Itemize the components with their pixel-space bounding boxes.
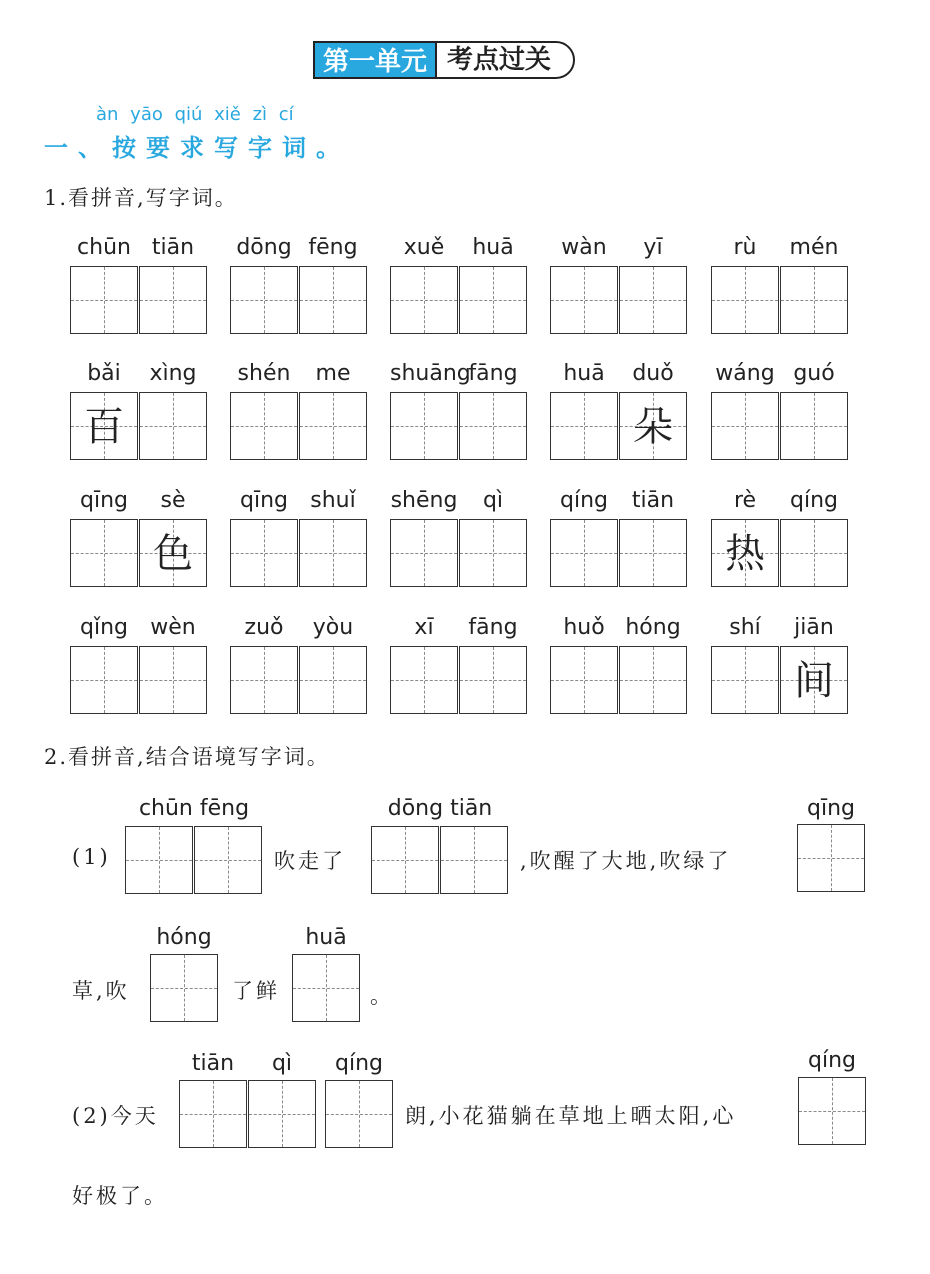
filled-character <box>460 647 526 713</box>
pinyin-label: sè <box>160 488 186 513</box>
section-pinyin: àn yāo qiú xiě zì cí <box>96 104 294 125</box>
sentence-1-label: (1) <box>72 845 111 869</box>
writing-box[interactable] <box>325 1080 393 1148</box>
pinyin-label: mén <box>789 235 839 260</box>
writing-box[interactable] <box>299 646 367 714</box>
pinyin-label: duǒ <box>632 361 674 386</box>
filled-character <box>551 647 617 713</box>
filled-character <box>140 647 206 713</box>
writing-box[interactable] <box>299 392 367 460</box>
pinyin-label: zuǒ <box>244 615 284 640</box>
sentence-2-text-1: 朗,小花猫躺在草地上晒太阳,心 <box>405 1104 737 1128</box>
pinyin-qing-2: qíng <box>335 1051 383 1076</box>
pinyin-tian: tiān <box>191 1051 235 1076</box>
writing-box[interactable] <box>390 266 458 334</box>
writing-box[interactable] <box>550 266 618 334</box>
pinyin-label: qíng <box>790 488 838 513</box>
pinyin-label: jiān <box>794 615 834 640</box>
filled-character <box>140 393 206 459</box>
filled-character <box>391 647 457 713</box>
filled-character <box>231 267 297 333</box>
filled-character <box>231 520 297 586</box>
filled-character <box>71 267 137 333</box>
question-1-title: 1.看拼音,写字词。 <box>44 186 238 210</box>
writing-box[interactable] <box>780 392 848 460</box>
pinyin-label: rù <box>733 235 757 260</box>
filled-character <box>620 647 686 713</box>
writing-box[interactable] <box>299 266 367 334</box>
filled-character <box>300 393 366 459</box>
pinyin-label: qǐng <box>80 615 128 640</box>
pinyin-label: bǎi <box>87 361 121 386</box>
pinyin-label: guó <box>793 361 835 386</box>
filled-character: 百 <box>84 404 124 450</box>
filled-character <box>781 267 847 333</box>
sentence-1-text-2: ,吹醒了大地,吹绿了 <box>520 849 732 873</box>
filled-character <box>231 647 297 713</box>
writing-box[interactable] <box>70 519 138 587</box>
pinyin-label: yī <box>643 235 663 260</box>
filled-character <box>71 647 137 713</box>
filled-character <box>551 520 617 586</box>
filled-character <box>460 520 526 586</box>
writing-box[interactable] <box>550 519 618 587</box>
pinyin-label: xìng <box>149 361 197 386</box>
writing-box[interactable] <box>299 519 367 587</box>
writing-box[interactable] <box>390 392 458 460</box>
sentence-1-text-5: 。 <box>370 984 394 1008</box>
filled-character: 间 <box>794 658 834 704</box>
filled-character <box>712 647 778 713</box>
section-title: 一、按要求写字词。 <box>44 134 350 162</box>
filled-character: 热 <box>725 531 765 577</box>
filled-character <box>551 267 617 333</box>
writing-box[interactable] <box>230 392 298 460</box>
question-2-title: 2.看拼音,结合语境写字词。 <box>44 745 330 769</box>
pinyin-hua: huā <box>305 925 347 950</box>
writing-box[interactable] <box>711 646 779 714</box>
writing-box[interactable] <box>125 826 193 894</box>
filled-character <box>300 647 366 713</box>
pinyin-label: me <box>315 361 351 386</box>
writing-box[interactable] <box>230 519 298 587</box>
filled-character <box>781 393 847 459</box>
filled-character <box>231 393 297 459</box>
pinyin-label: fāng <box>468 615 518 640</box>
writing-box[interactable] <box>711 392 779 460</box>
pinyin-label: shēng <box>390 488 458 513</box>
sentence-2-label: (2)今天 <box>72 1104 159 1128</box>
unit-header-badge <box>313 41 575 79</box>
filled-character <box>391 520 457 586</box>
writing-box[interactable] <box>390 519 458 587</box>
pinyin-label: qīng <box>240 488 288 513</box>
sentence-1-text-1: 吹走了 <box>274 849 346 873</box>
filled-character <box>460 393 526 459</box>
writing-box[interactable] <box>70 266 138 334</box>
writing-box[interactable] <box>798 1077 866 1145</box>
writing-box[interactable] <box>70 392 138 460</box>
pinyin-label: tiān <box>631 488 675 513</box>
pinyin-label: xuě <box>403 235 445 260</box>
writing-box[interactable] <box>230 646 298 714</box>
pinyin-label: dōng <box>236 235 292 260</box>
pinyin-label: qíng <box>560 488 608 513</box>
filled-character <box>620 520 686 586</box>
writing-box[interactable] <box>619 646 687 714</box>
pinyin-label: chūn <box>77 235 131 260</box>
writing-box[interactable] <box>797 824 865 892</box>
writing-box[interactable] <box>780 266 848 334</box>
sentence-1-text-4: 了鲜 <box>232 979 280 1003</box>
pinyin-label: qīng <box>80 488 128 513</box>
pinyin-label: shí <box>729 615 761 640</box>
pinyin-label: huā <box>472 235 514 260</box>
filled-character <box>140 267 206 333</box>
writing-box[interactable] <box>139 519 207 587</box>
unit-label: 第一单元 <box>313 41 435 79</box>
pinyin-label: shuāng <box>390 361 471 386</box>
pinyin-dong-tian: dōng tiān <box>387 796 493 821</box>
pinyin-label: wèn <box>150 615 196 640</box>
writing-box[interactable] <box>371 826 439 894</box>
pinyin-qing: qīng <box>807 796 855 821</box>
pinyin-label: xī <box>414 615 434 640</box>
writing-box[interactable] <box>292 954 360 1022</box>
pinyin-qing-3: qíng <box>808 1048 856 1073</box>
pinyin-label: wàn <box>561 235 607 260</box>
filled-character <box>781 520 847 586</box>
writing-box[interactable] <box>230 266 298 334</box>
writing-box[interactable] <box>179 1080 247 1148</box>
pinyin-label: yòu <box>312 615 354 640</box>
filled-character <box>300 520 366 586</box>
writing-box[interactable] <box>459 519 527 587</box>
writing-box[interactable] <box>780 519 848 587</box>
writing-box[interactable] <box>619 519 687 587</box>
pinyin-chun-feng: chūn fēng <box>138 796 250 821</box>
filled-character <box>391 393 457 459</box>
pinyin-label: rè <box>733 488 757 513</box>
pinyin-label: huā <box>563 361 605 386</box>
writing-box[interactable] <box>780 646 848 714</box>
filled-character <box>460 267 526 333</box>
writing-box[interactable] <box>550 392 618 460</box>
writing-box[interactable] <box>70 646 138 714</box>
filled-character: 色 <box>153 531 193 577</box>
filled-character: 朵 <box>633 404 673 450</box>
pinyin-label: wáng <box>715 361 775 386</box>
writing-box[interactable] <box>619 266 687 334</box>
pinyin-label: huǒ <box>563 615 605 640</box>
pinyin-label: hóng <box>625 615 681 640</box>
writing-box[interactable] <box>139 266 207 334</box>
writing-box[interactable] <box>139 392 207 460</box>
pinyin-label: tiān <box>151 235 195 260</box>
writing-box[interactable] <box>619 392 687 460</box>
filled-character <box>620 267 686 333</box>
pinyin-qi: qì <box>271 1051 293 1076</box>
sentence-2-text-2: 好极了。 <box>72 1184 168 1208</box>
filled-character <box>391 267 457 333</box>
writing-box[interactable] <box>459 266 527 334</box>
filled-character <box>71 520 137 586</box>
sentence-1-text-3: 草,吹 <box>72 979 130 1003</box>
filled-character <box>300 267 366 333</box>
filled-character <box>712 267 778 333</box>
writing-box[interactable] <box>459 392 527 460</box>
writing-box[interactable] <box>550 646 618 714</box>
writing-box[interactable] <box>459 646 527 714</box>
writing-box[interactable] <box>248 1080 316 1148</box>
writing-box[interactable] <box>150 954 218 1022</box>
pinyin-label: shuǐ <box>310 488 356 513</box>
unit-title: 考点过关 <box>435 41 575 79</box>
pinyin-label: fāng <box>468 361 518 386</box>
writing-box[interactable] <box>139 646 207 714</box>
writing-box[interactable] <box>711 266 779 334</box>
filled-character <box>712 393 778 459</box>
pinyin-label: shén <box>237 361 291 386</box>
pinyin-label: fēng <box>308 235 358 260</box>
pinyin-hong: hóng <box>156 925 212 950</box>
writing-box[interactable] <box>440 826 508 894</box>
writing-box[interactable] <box>711 519 779 587</box>
filled-character <box>551 393 617 459</box>
writing-box[interactable] <box>194 826 262 894</box>
pinyin-label: qì <box>482 488 504 513</box>
writing-box[interactable] <box>390 646 458 714</box>
